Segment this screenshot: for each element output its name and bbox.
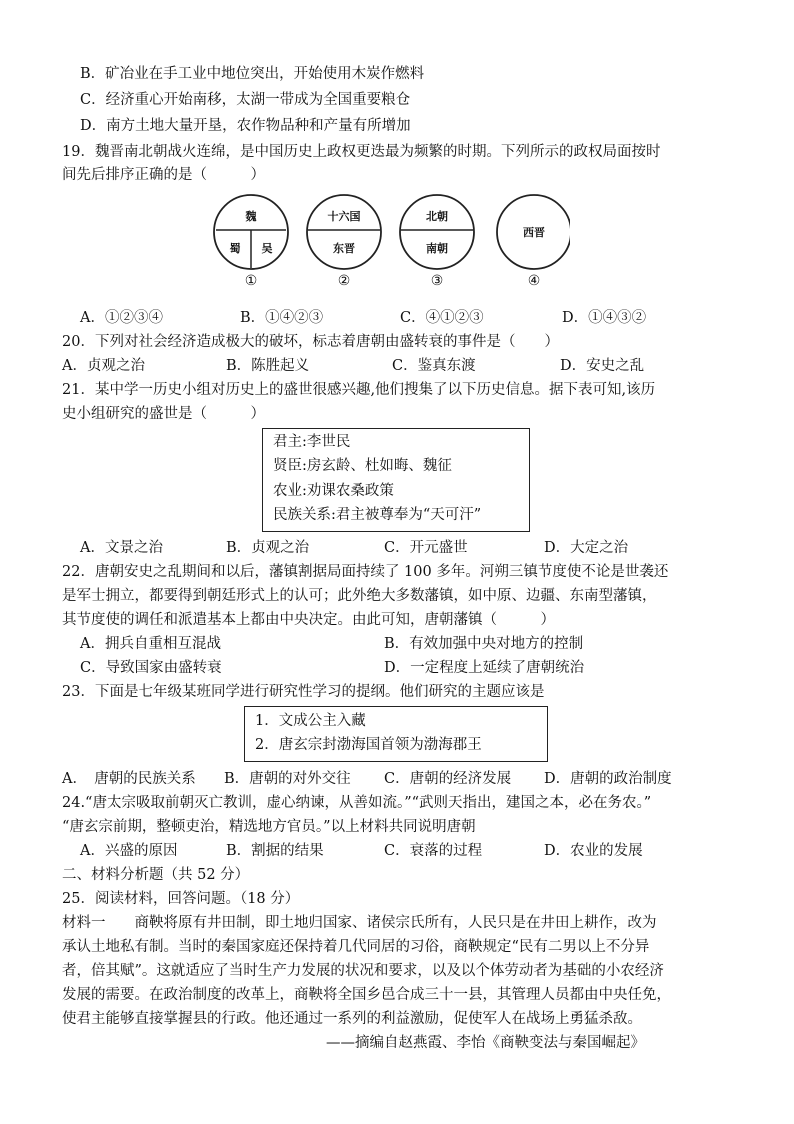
- q23-stem: 23．下面是七年级某班同学进行研究性学习的提纲。他们研究的主题应该是: [62, 684, 545, 700]
- figure-2-bottom-label: 东晋: [333, 242, 355, 255]
- q25-source: ——摘编自赵燕霞、李怡《商鞅变法与秦国崛起》: [326, 1035, 645, 1051]
- q21-option-c: C．开元盛世: [384, 540, 468, 556]
- q23-option-a: A． 唐朝的民族关系: [62, 771, 196, 787]
- q24-option-d: D．农业的发展: [544, 843, 643, 859]
- figure-3-top-label: 北朝: [426, 210, 448, 223]
- figure-3-bottom-label: 南朝: [426, 242, 448, 255]
- q21-box-line-2: 贤臣:房玄龄、杜如晦、魏征: [273, 458, 452, 474]
- figure-1-bottom-right-label: 吴: [261, 242, 273, 255]
- q23-option-d: D．唐朝的政治制度: [544, 771, 672, 787]
- q21-option-b: B．贞观之治: [226, 540, 310, 556]
- q21-option-a: A．文景之治: [80, 540, 163, 556]
- q20-option-c: C．鉴真东渡: [392, 358, 476, 374]
- figure-2-top-label: 十六国: [327, 210, 361, 223]
- q21-box-line-4: 民族关系:君主被尊奉为“天可汗”: [273, 507, 482, 523]
- section-heading: 二、材料分析题（共 52 分）: [62, 867, 250, 883]
- q25-stem: 25．阅读材料，回答问题。（18 分）: [62, 891, 300, 907]
- q23-box-line-1: 1．文成公主入藏: [255, 713, 366, 729]
- figure-3: [400, 195, 474, 289]
- figure-1-number: ①: [244, 273, 258, 289]
- figure-4-number: ④: [527, 273, 541, 289]
- q20-option-b: B．陈胜起义: [226, 358, 310, 374]
- q20-option-d: D．安史之乱: [560, 358, 645, 374]
- q22-option-d: D．一定程度上延续了唐朝统治: [384, 660, 585, 676]
- q24-line-1: 24.“唐太宗吸取前朝灭亡教训，虚心纳谏，从善如流。”“武则天指出，建国之本，必在务农。”: [62, 795, 652, 811]
- q20-stem: 20．下列对社会经济造成极大的破坏，标志着唐朝由盛转衰的事件是（ ）: [62, 334, 559, 350]
- figure-4-center-label: 西晋: [523, 226, 545, 239]
- q25-material-line-2: 承认土地私有制。当时的秦国家庭还保持着几代同居的习俗，商鞅规定“民有二男以上不分异: [62, 939, 650, 955]
- q24-option-a: A．兴盛的原因: [80, 843, 178, 859]
- figure-2-number: ②: [337, 273, 351, 289]
- q20-option-a: A．贞观之治: [62, 358, 145, 374]
- q22-option-b: B．有效加强中央对地方的控制: [384, 636, 584, 652]
- q23-option-c: C．唐朝的经济发展: [384, 771, 512, 787]
- q18-option-b: B．矿冶业在手工业中地位突出，开始使用木炭作燃料: [80, 66, 425, 82]
- q21-info-box: [262, 428, 530, 532]
- q25-material-line-1: 材料一 商鞅将原有井田制，即土地归国家、诸侯宗氏所有，人民只是在井田上耕作，改为: [62, 915, 657, 931]
- q25-material-line-3: 者，倍其赋”。这就适应了当时生产力发展的状况和要求，以及以个体劳动者为基础的小农经济: [62, 963, 664, 979]
- q21-option-d: D．大定之治: [544, 540, 629, 556]
- q19-stem-line1: 19．魏晋南北朝战火连绵，是中国历史上政权更迭最为频繁的时期。下列所示的政权局面按时: [62, 144, 661, 160]
- q19-option-a: A．①②③④: [80, 310, 163, 326]
- q22-line-3: 其节度使的调任和派遣基本上都由中央决定。由此可知，唐朝藩镇（ ）: [62, 612, 555, 628]
- q19-stem-line2: 间先后排序正确的是（ ）: [62, 167, 265, 183]
- q25-material-line-4: 发展的需要。在政治制度的改革上，商鞅将全国乡邑合成三十一县，其管理人员都由中央任免，: [62, 987, 671, 1003]
- q21-box-line-1: 君主:李世民: [273, 434, 351, 450]
- q22-option-c: C．导致国家由盛转衰: [80, 660, 222, 676]
- q19-option-c: C．④①②③: [400, 310, 484, 326]
- figure-2: [307, 195, 381, 289]
- q19-option-d: D．①④③②: [562, 310, 647, 326]
- q24-option-c: C．衰落的过程: [384, 843, 483, 859]
- q19-option-b: B．①④②③: [240, 310, 324, 326]
- q21-stem-line2: 史小组研究的盛世是（ ）: [62, 406, 265, 422]
- q18-option-d: D．南方土地大量开垦，农作物品种和产量有所增加: [80, 118, 411, 134]
- q21-box-line-3: 农业:劝课农桑政策: [273, 483, 394, 499]
- figure-3-number: ③: [430, 273, 444, 289]
- q18-option-c: C．经济重心开始南移，太湖一带成为全国重要粮仓: [80, 92, 411, 108]
- q23-outline-box: [244, 706, 548, 762]
- q22-line-1: 22．唐朝安史之乱期间和以后，藩镇割据局面持续了 100 多年。河朔三镇节度使不论是世袭还: [62, 564, 669, 580]
- regime-diagram: [210, 192, 570, 292]
- q21-stem-line1: 21．某中学一历史小组对历史上的盛世很感兴趣,他们搜集了以下历史信息。据下表可知,该历: [62, 382, 656, 398]
- figure-1-bottom-left-label: 蜀: [229, 242, 241, 255]
- q23-box-line-2: 2．唐玄宗封渤海国首领为渤海郡王: [255, 737, 482, 753]
- q22-line-2: 是军士拥立，都要得到朝廷形式上的认可；此外绝大多数藩镇，如中原、边疆、东南型藩镇，: [62, 588, 657, 604]
- figure-4: [497, 195, 570, 289]
- q25-material-line-5: 使君主能够直接掌握县的行政。他还通过一系列的利益激励，促使军人在战场上勇猛杀敌。: [62, 1011, 642, 1027]
- q23-option-b: B．唐朝的对外交往: [224, 771, 351, 787]
- q24-option-b: B．割据的结果: [226, 843, 324, 859]
- figure-1-top-label: 魏: [245, 210, 257, 223]
- q22-option-a: A．拥兵自重相互混战: [80, 636, 221, 652]
- figure-1: [214, 195, 288, 289]
- q24-line-2: “唐玄宗前期，整顿吏治，精选地方官员。”以上材料共同说明唐朝: [62, 819, 476, 835]
